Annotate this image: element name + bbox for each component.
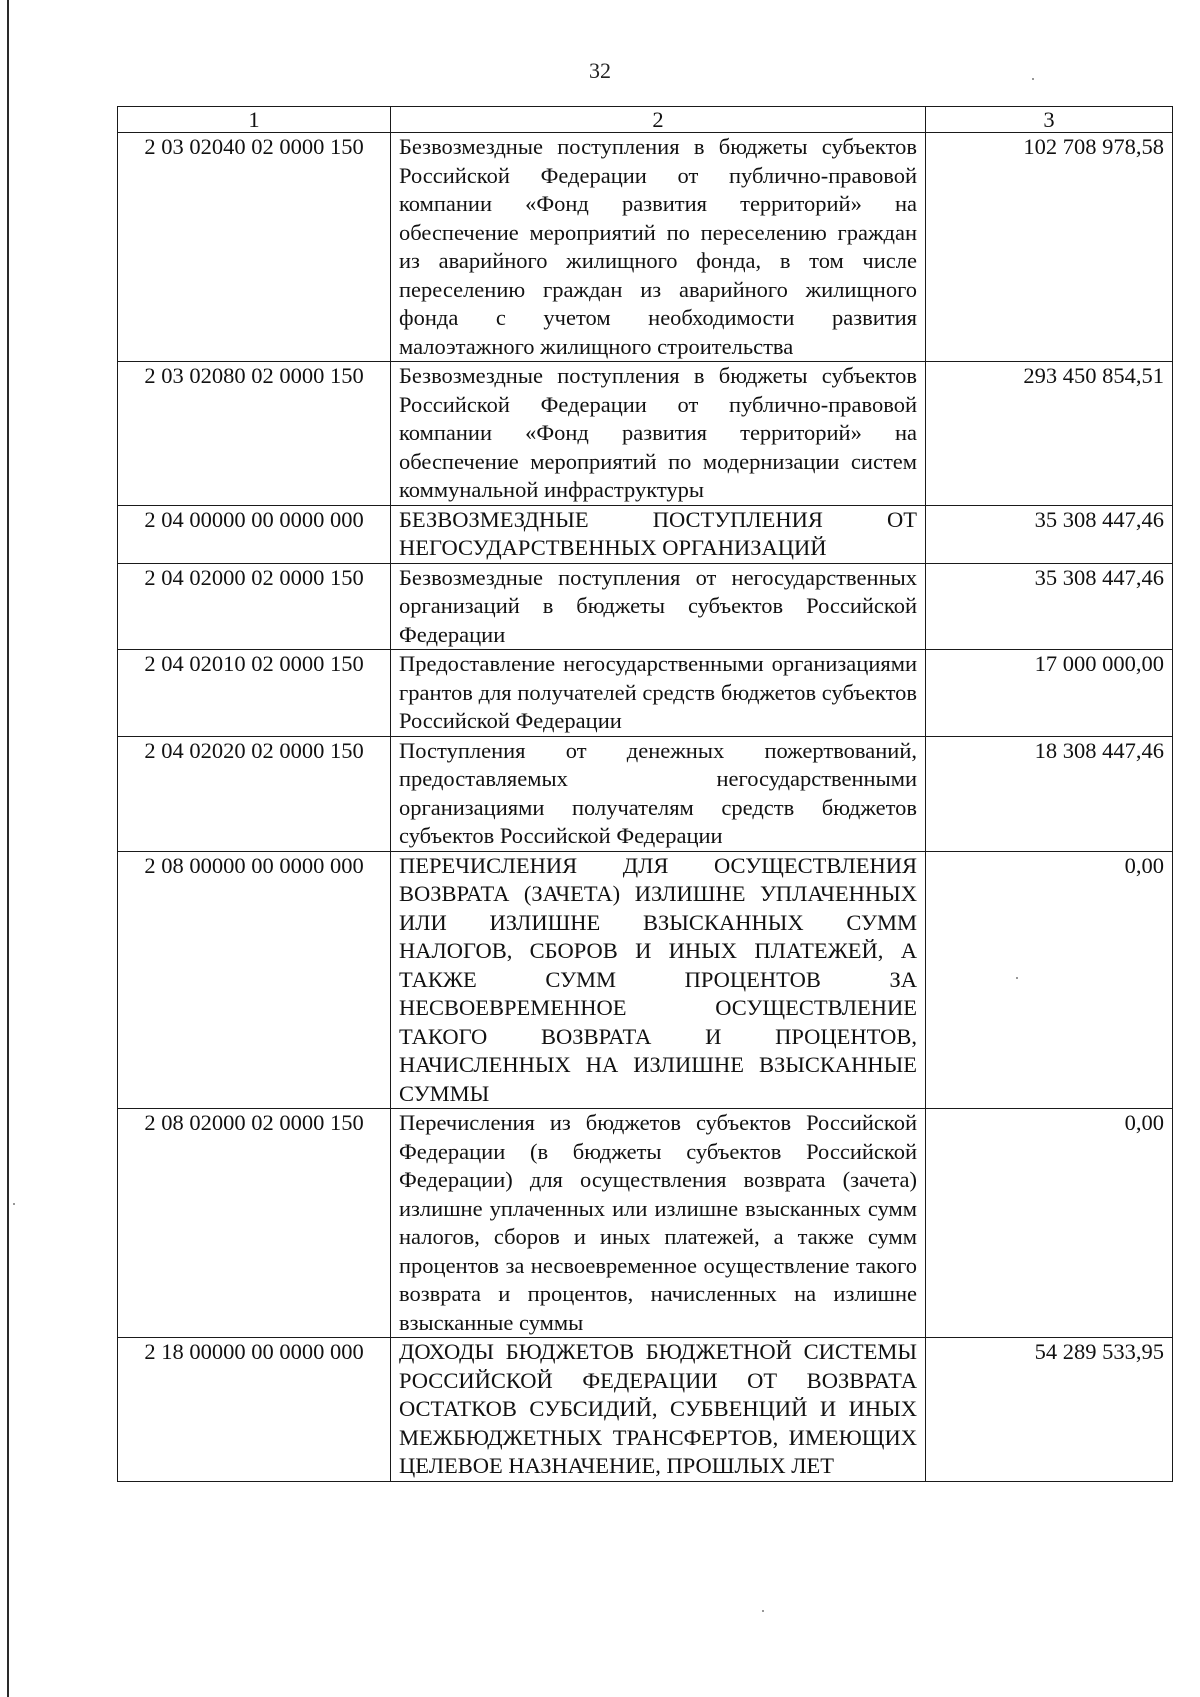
row-description: ПЕРЕЧИСЛЕНИЯ ДЛЯ ОСУЩЕСТВЛЕНИЯ ВОЗВРАТА (ЗАЧЕТА) ИЗЛИШНЕ УПЛАЧЕННЫХ ИЛИ ИЗЛИШНЕ ВЗЫСКАННЫХ СУММ НАЛОГОВ, СБОРОВ И ИНЫХ ПЛАТЕЖЕЙ, А ТАКЖЕ СУММ ПРОЦЕНТОВ ЗА НЕСВОЕВРЕМЕННОЕ ОСУЩЕСТВЛЕНИЕ ТАКОГО ВОЗВРАТА И ПРОЦЕНТОВ, НАЧИСЛЕННЫХ НА ИЗЛИШНЕ ВЗЫСКАННЫЕ СУММЫ xyxy=(391,851,926,1109)
table-row xyxy=(118,362,1173,506)
scan-speck xyxy=(1016,977,1018,979)
row-description: Поступления от денежных пожертвований, предоставляемых негосударственными организациями получателям средств бюджетов субъектов Российской Федерации xyxy=(391,736,926,851)
row-amount: 35 308 447,46 xyxy=(926,563,1173,650)
row-amount: 102 708 978,58 xyxy=(926,133,1173,362)
row-amount: 17 000 000,00 xyxy=(926,650,1173,737)
row-code: 2 04 02020 02 0000 150 xyxy=(118,736,391,851)
header-row xyxy=(118,107,1173,133)
header-col-amount: 3 xyxy=(926,107,1173,133)
table-row xyxy=(118,563,1173,650)
table-row xyxy=(118,505,1173,563)
row-amount: 35 308 447,46 xyxy=(926,505,1173,563)
table-row xyxy=(118,736,1173,851)
row-amount: 293 450 854,51 xyxy=(926,362,1173,506)
row-code: 2 04 02000 02 0000 150 xyxy=(118,563,391,650)
row-description: Перечисления из бюджетов субъектов Российской Федерации (в бюджеты субъектов Российской Федерации) для осуществления возврата (зачета) излишне уплаченных или излишне взысканных сумм налогов, сборов и иных платежей, а также сумм процентов за несвоевременное осуществление такого возврата и процентов, начисленных на излишне взысканные суммы xyxy=(391,1109,926,1338)
row-code: 2 04 00000 00 0000 000 xyxy=(118,505,391,563)
row-description: БЕЗВОЗМЕЗДНЫЕ ПОСТУПЛЕНИЯ ОТ НЕГОСУДАРСТВЕННЫХ ОРГАНИЗАЦИЙ xyxy=(391,505,926,563)
scan-edge-line xyxy=(7,0,9,1697)
row-description: Безвозмездные поступления от негосударственных организаций в бюджеты субъектов Российской Федерации xyxy=(391,563,926,650)
row-amount: 0,00 xyxy=(926,851,1173,1109)
row-description: Предоставление негосударственными организациями грантов для получателей средств бюджетов субъектов Российской Федерации xyxy=(391,650,926,737)
row-amount: 18 308 447,46 xyxy=(926,736,1173,851)
table-row xyxy=(118,1338,1173,1482)
scan-speck xyxy=(762,1610,764,1612)
table-row xyxy=(118,851,1173,1109)
scan-speck xyxy=(13,1203,15,1205)
table-header xyxy=(118,107,1173,133)
table-body xyxy=(118,133,1173,1482)
header-col-code: 1 xyxy=(118,107,391,133)
row-code: 2 08 00000 00 0000 000 xyxy=(118,851,391,1109)
row-code: 2 18 00000 00 0000 000 xyxy=(118,1338,391,1482)
row-amount: 54 289 533,95 xyxy=(926,1338,1173,1482)
row-description: ДОХОДЫ БЮДЖЕТОВ БЮДЖЕТНОЙ СИСТЕМЫ РОССИЙСКОЙ ФЕДЕРАЦИИ ОТ ВОЗВРАТА ОСТАТКОВ СУБСИДИЙ, СУБВЕНЦИЙ И ИНЫХ МЕЖБЮДЖЕТНЫХ ТРАНСФЕРТОВ, ИМЕЮЩИХ ЦЕЛЕВОЕ НАЗНАЧЕНИЕ, ПРОШЛЫХ ЛЕТ xyxy=(391,1338,926,1482)
row-description: Безвозмездные поступления в бюджеты субъектов Российской Федерации от публично-правовой компании «Фонд развития территорий» на обеспечение мероприятий по переселению граждан из аварийного жилищного фонда, в том числе переселению граждан из аварийного жилищного фонда с учетом необходимости развития малоэтажного жилищного строительства xyxy=(391,133,926,362)
page-number: 32 xyxy=(589,58,611,83)
row-code: 2 03 02040 02 0000 150 xyxy=(118,133,391,362)
budget-revenue-table xyxy=(117,106,1173,1482)
row-code: 2 03 02080 02 0000 150 xyxy=(118,362,391,506)
row-amount: 0,00 xyxy=(926,1109,1173,1338)
row-code: 2 04 02010 02 0000 150 xyxy=(118,650,391,737)
scan-speck xyxy=(1032,78,1034,80)
table-row xyxy=(118,1109,1173,1338)
header-col-description: 2 xyxy=(391,107,926,133)
row-code: 2 08 02000 02 0000 150 xyxy=(118,1109,391,1338)
table-row xyxy=(118,133,1173,362)
row-description: Безвозмездные поступления в бюджеты субъектов Российской Федерации от публично-правовой компании «Фонд развития территорий» на обеспечение мероприятий по модернизации систем коммунальной инфраструктуры xyxy=(391,362,926,506)
table-row xyxy=(118,650,1173,737)
